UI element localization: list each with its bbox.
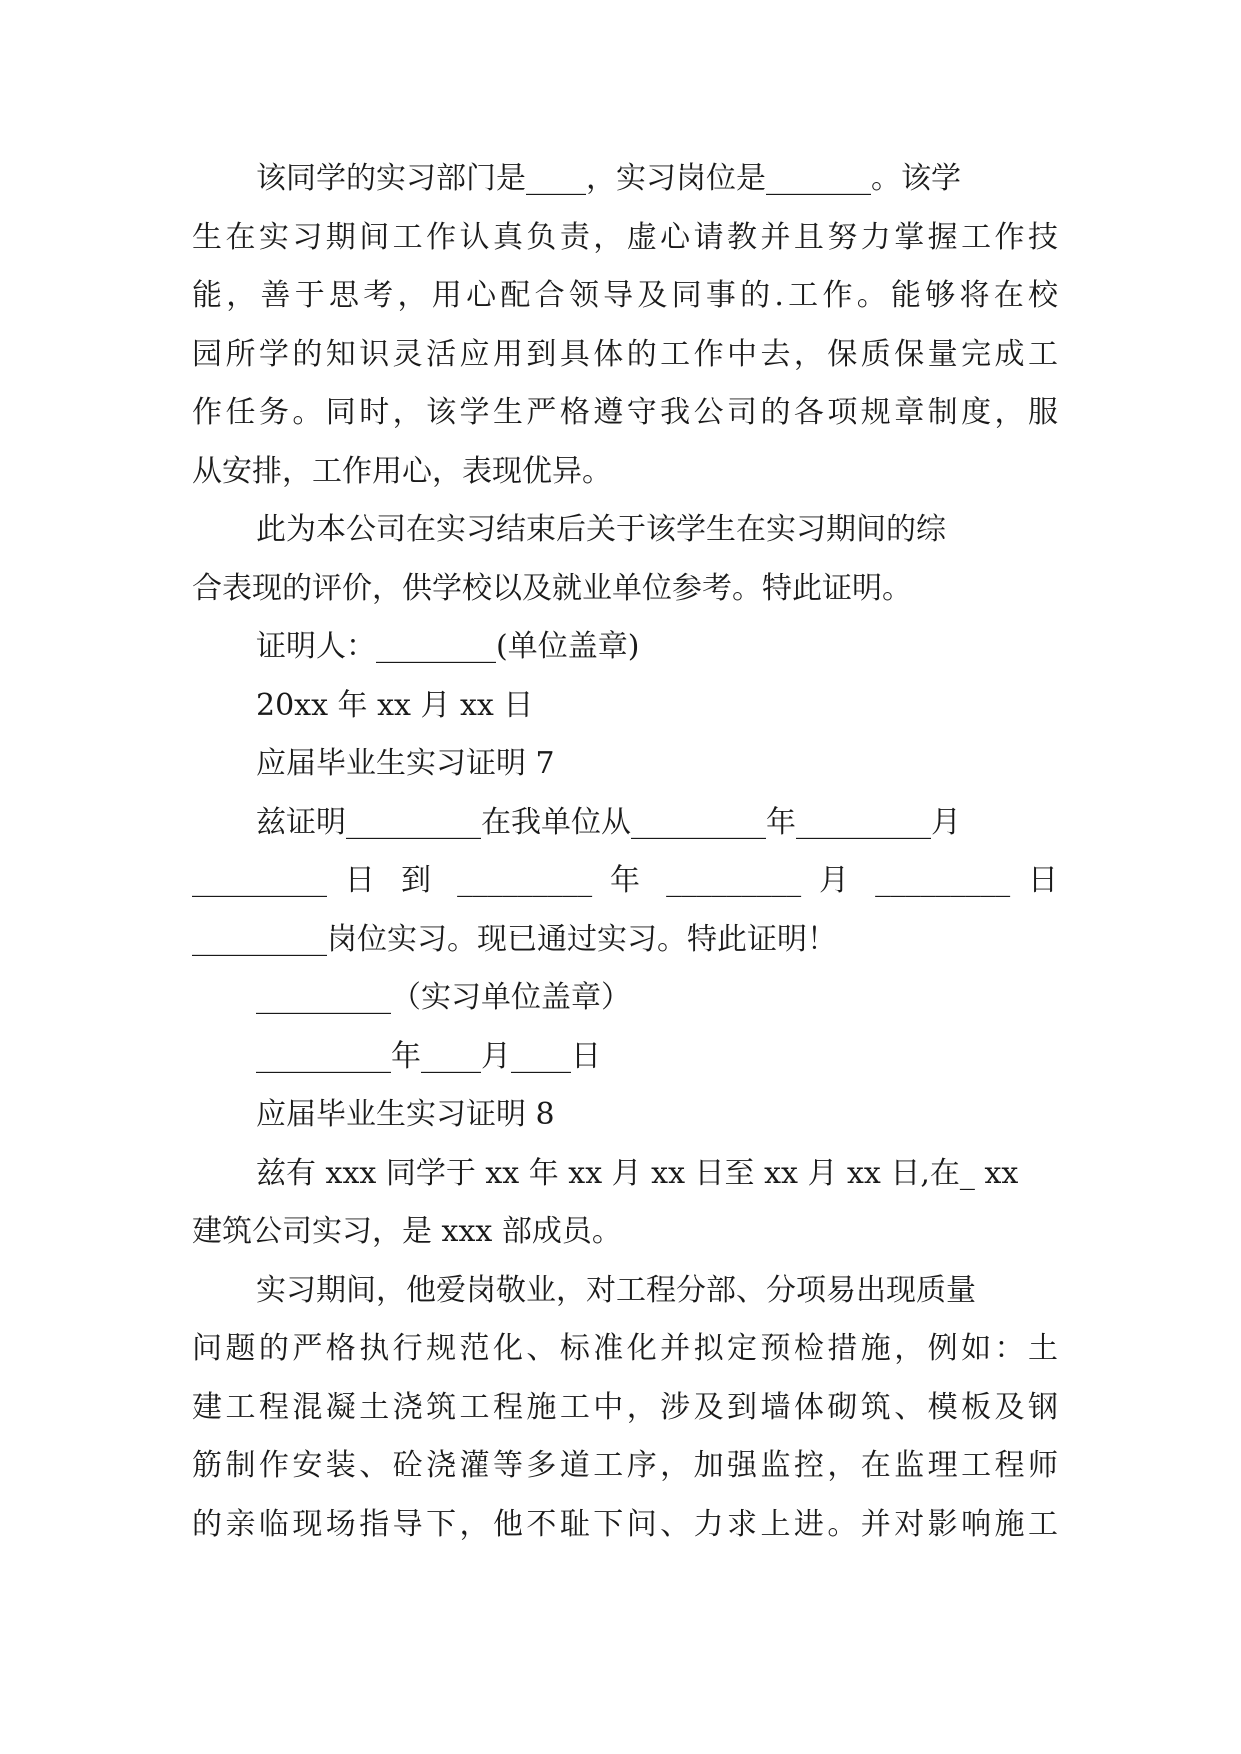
- text-line: 作任务。同时，该学生严格遵守我公司的各项规章制度，服: [192, 395, 1058, 430]
- text-line: 实习期间，他爱岗敬业，对工程分部、分项易出现质量: [256, 1272, 976, 1308]
- text-line: 此为本公司在实习结束后关于该学生在实习期间的综: [256, 512, 946, 547]
- text-line: 合表现的评价，供学校以及就业单位参考。特此证明。: [192, 570, 912, 606]
- text-line: 从安排，工作用心，表现优异。: [192, 453, 612, 489]
- text-line: 园所学的知识灵活应用到具体的工作中去，保质保量完成工: [192, 336, 1058, 372]
- stamp-line: _________（实习单位盖章）: [256, 980, 631, 1015]
- text-line: 的亲临现场指导下，他不耻下问、力求上进。并对影响施工: [192, 1506, 1058, 1542]
- text-line: 建筑公司实习，是 xxx 部成员。: [192, 1214, 622, 1249]
- text-line: 生在实习期间工作认真负责，虚心请教并且努力掌握工作技: [192, 219, 1058, 255]
- document-body: [192, 150, 1058, 1554]
- text-line: 兹证明_________在我单位从_________年_________月: [256, 804, 961, 840]
- text-line: 该同学的实习部门是____，实习岗位是_______。该学: [256, 161, 961, 196]
- text-line: 兹有 xxx 同学于 xx 年 xx 月 xx 日至 xx 月 xx 日,在_ xx: [256, 1155, 1019, 1191]
- section-heading: 应届毕业生实习证明 8: [256, 1097, 555, 1132]
- section-heading: 应届毕业生实习证明 7: [256, 746, 555, 781]
- text-line: 筋制作安装、砼浇灌等多道工序，加强监控，在监理工程师: [192, 1448, 1058, 1483]
- text-line: _________ 日 到 _________ 年 _________ 月 _________ 日: [192, 863, 1058, 898]
- date-line: _________年____月____日: [256, 1038, 601, 1074]
- text-line: _________岗位实习。现已通过实习。特此证明！: [192, 921, 837, 957]
- text-line: 问题的严格执行规范化、标准化并拟定预检措施，例如：土: [192, 1331, 1058, 1366]
- text-line: 建工程混凝土浇筑工程施工中，涉及到墙体砌筑、模板及钢: [192, 1389, 1058, 1425]
- text-line: 能，善于思考，用心配合领导及同事的.工作。能够将在校: [192, 278, 1058, 313]
- signature-line: 证明人：________(单位盖章): [256, 629, 640, 664]
- date-line: 20xx 年 xx 月 xx 日: [256, 687, 534, 723]
